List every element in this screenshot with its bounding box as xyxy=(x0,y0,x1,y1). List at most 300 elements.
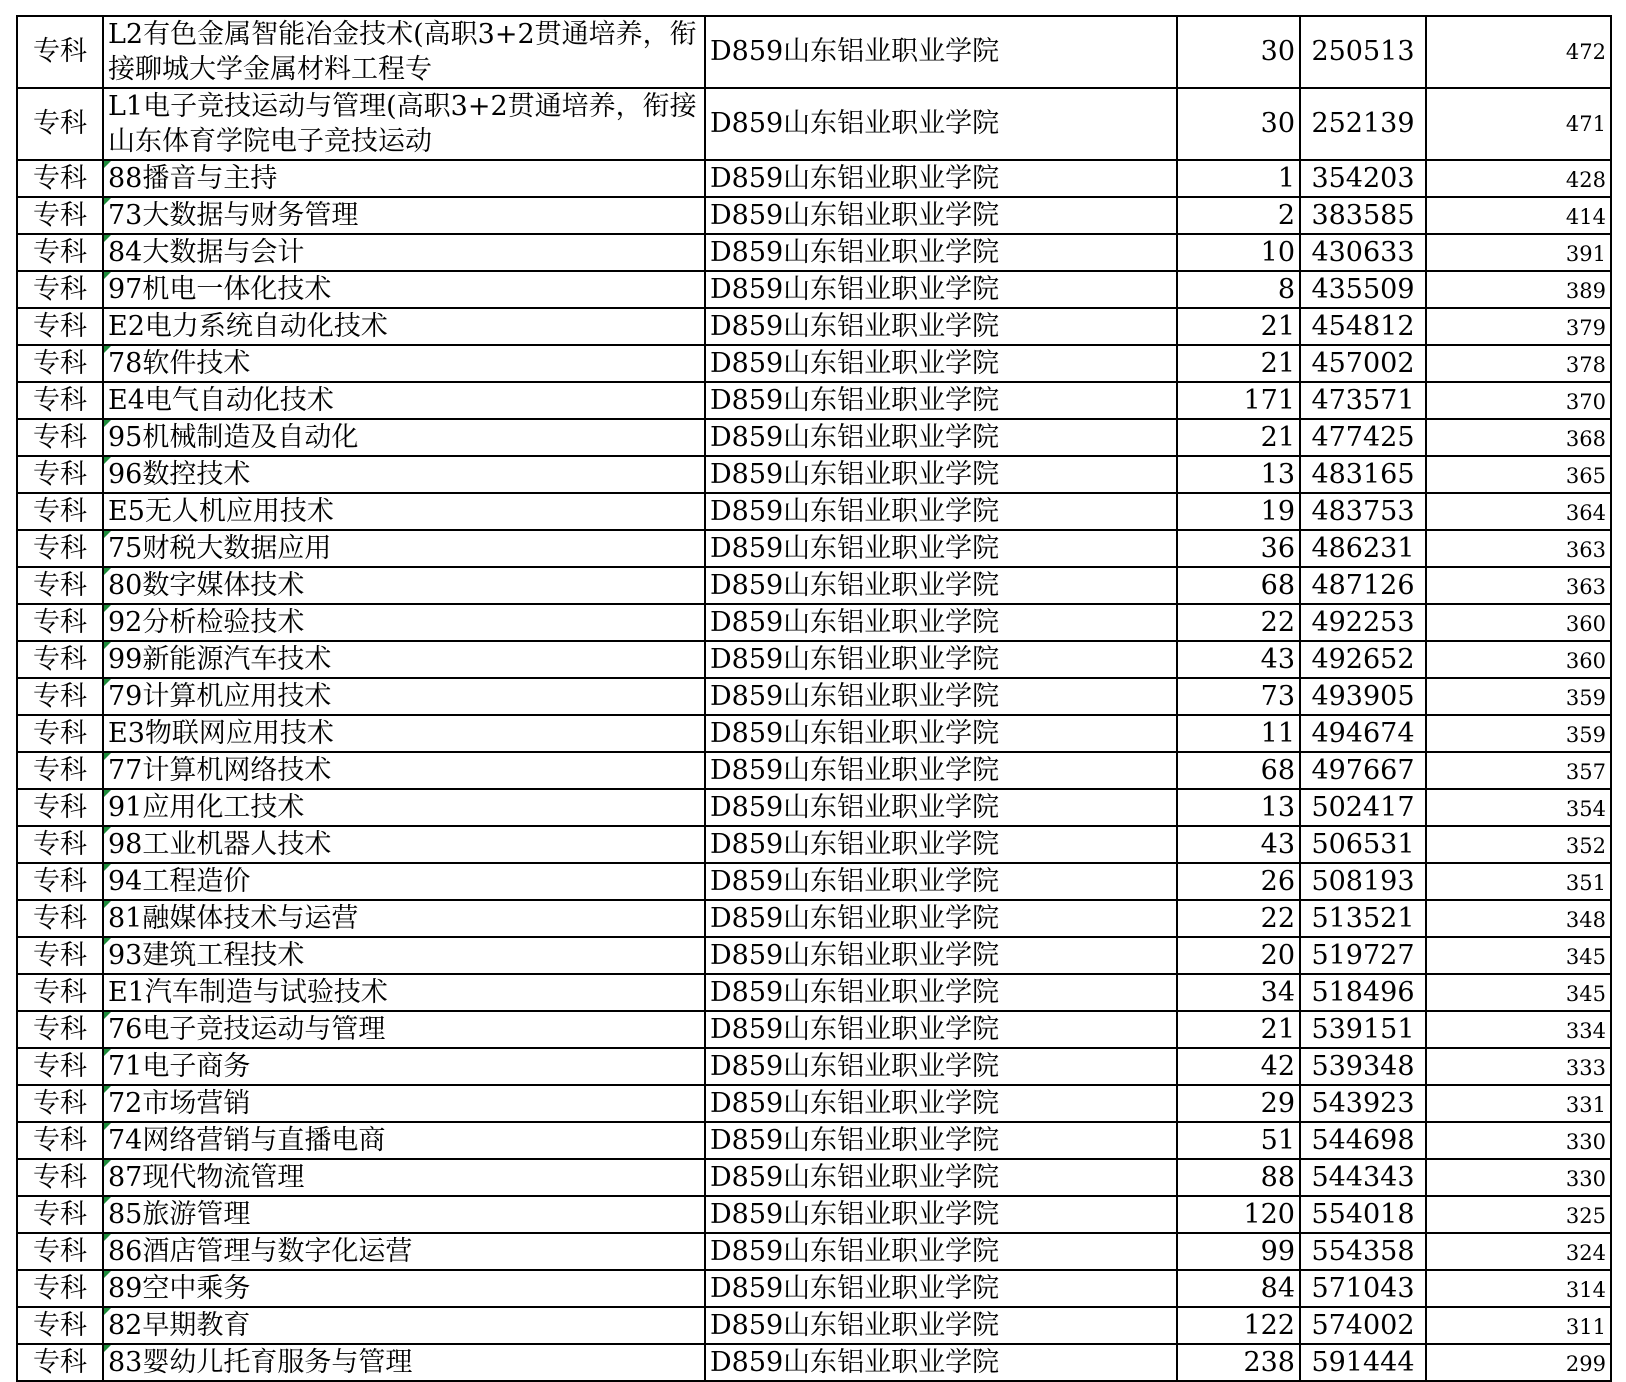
school-cell[interactable] xyxy=(705,456,1177,493)
min-score-cell[interactable] xyxy=(1426,456,1611,493)
comment-marker-icon xyxy=(104,753,111,760)
major-text: 88播音与主持 xyxy=(108,163,278,194)
level-text: 专科 xyxy=(33,1309,87,1341)
level-cell[interactable] xyxy=(17,1307,103,1344)
plan-count-text: 10 xyxy=(1260,236,1295,268)
rank-cell[interactable] xyxy=(1300,234,1426,271)
level-cell[interactable] xyxy=(17,752,103,789)
rank-cell[interactable] xyxy=(1300,1307,1426,1344)
plan-count-cell[interactable] xyxy=(1177,789,1300,826)
min-score-cell[interactable] xyxy=(1426,1270,1611,1307)
plan-count-cell[interactable] xyxy=(1177,197,1300,234)
min-score-cell[interactable] xyxy=(1426,1307,1611,1344)
rank-text: 492253 xyxy=(1311,606,1415,638)
level-cell[interactable] xyxy=(17,345,103,382)
level-cell[interactable] xyxy=(17,493,103,530)
major-text: 73大数据与财务管理 xyxy=(108,200,359,231)
min-score-cell[interactable] xyxy=(1426,604,1611,641)
table-row xyxy=(17,308,1611,345)
school-cell[interactable] xyxy=(705,308,1177,345)
level-cell[interactable] xyxy=(17,937,103,974)
major-cell[interactable] xyxy=(103,937,705,974)
table-row xyxy=(17,197,1611,234)
level-cell[interactable] xyxy=(17,419,103,456)
level-cell[interactable] xyxy=(17,308,103,345)
plan-count-cell[interactable] xyxy=(1177,382,1300,419)
school-text: D859山东铝业职业学院 xyxy=(710,1235,1000,1267)
school-text: D859山东铝业职业学院 xyxy=(710,1124,1000,1156)
level-cell[interactable] xyxy=(17,1011,103,1048)
rank-cell[interactable] xyxy=(1300,604,1426,641)
major-cell[interactable] xyxy=(103,604,705,641)
major-cell[interactable] xyxy=(103,456,705,493)
level-cell[interactable] xyxy=(17,1270,103,1307)
min-score-cell[interactable] xyxy=(1426,345,1611,382)
major-cell[interactable] xyxy=(103,530,705,567)
table-row xyxy=(17,715,1611,752)
rank-cell[interactable] xyxy=(1300,419,1426,456)
rank-cell[interactable] xyxy=(1300,752,1426,789)
rank-cell[interactable] xyxy=(1300,493,1426,530)
rank-cell[interactable] xyxy=(1300,1233,1426,1270)
min-score-cell[interactable] xyxy=(1426,641,1611,678)
plan-count-cell[interactable] xyxy=(1177,88,1300,160)
plan-count-cell[interactable] xyxy=(1177,715,1300,752)
level-text: 专科 xyxy=(33,1272,87,1304)
level-cell[interactable] xyxy=(17,16,103,88)
min-score-text: 345 xyxy=(1565,945,1606,969)
comment-marker-icon xyxy=(104,1012,111,1019)
major-cell[interactable] xyxy=(103,271,705,308)
level-cell[interactable] xyxy=(17,826,103,863)
comment-marker-icon xyxy=(104,1197,111,1204)
school-cell[interactable] xyxy=(705,345,1177,382)
comment-marker-icon xyxy=(104,827,111,834)
level-cell[interactable] xyxy=(17,88,103,160)
min-score-cell[interactable] xyxy=(1426,88,1611,160)
school-cell[interactable] xyxy=(705,1270,1177,1307)
school-cell[interactable] xyxy=(705,789,1177,826)
plan-count-cell[interactable] xyxy=(1177,16,1300,88)
level-cell[interactable] xyxy=(17,1122,103,1159)
plan-count-text: 20 xyxy=(1260,939,1295,971)
school-text: D859山东铝业职业学院 xyxy=(710,1346,1000,1378)
level-text: 专科 xyxy=(33,680,87,712)
min-score-cell[interactable] xyxy=(1426,1085,1611,1122)
rank-cell[interactable] xyxy=(1300,567,1426,604)
min-score-cell[interactable] xyxy=(1426,752,1611,789)
plan-count-cell[interactable] xyxy=(1177,567,1300,604)
major-cell[interactable] xyxy=(103,1196,705,1233)
rank-cell[interactable] xyxy=(1300,974,1426,1011)
plan-count-cell[interactable] xyxy=(1177,419,1300,456)
plan-count-cell[interactable] xyxy=(1177,1159,1300,1196)
major-text: L1电子竞技运动与管理(高职3+2贯通培养，衔接山东体育学院电子竞技运动 xyxy=(108,91,697,157)
school-text: D859山东铝业职业学院 xyxy=(710,717,1000,749)
plan-count-cell[interactable] xyxy=(1177,974,1300,1011)
table-row xyxy=(17,271,1611,308)
min-score-cell[interactable] xyxy=(1426,715,1611,752)
major-cell[interactable] xyxy=(103,345,705,382)
rank-cell[interactable] xyxy=(1300,1270,1426,1307)
table-row xyxy=(17,641,1611,678)
min-score-cell[interactable] xyxy=(1426,234,1611,271)
plan-count-text: 13 xyxy=(1260,458,1295,490)
level-text: 专科 xyxy=(33,495,87,527)
plan-count-text: 8 xyxy=(1277,273,1295,305)
level-cell[interactable] xyxy=(17,271,103,308)
level-text: 专科 xyxy=(33,310,87,342)
major-cell[interactable] xyxy=(103,234,705,271)
comment-marker-icon xyxy=(104,1049,111,1056)
level-cell[interactable] xyxy=(17,1233,103,1270)
level-cell[interactable] xyxy=(17,641,103,678)
major-cell[interactable] xyxy=(103,308,705,345)
level-text: 专科 xyxy=(33,569,87,601)
plan-count-cell[interactable] xyxy=(1177,826,1300,863)
rank-cell[interactable] xyxy=(1300,271,1426,308)
rank-text: 554358 xyxy=(1311,1235,1415,1267)
min-score-cell[interactable] xyxy=(1426,789,1611,826)
min-score-cell[interactable] xyxy=(1426,1159,1611,1196)
plan-count-cell[interactable] xyxy=(1177,234,1300,271)
school-cell[interactable] xyxy=(705,937,1177,974)
rank-cell[interactable] xyxy=(1300,16,1426,88)
plan-count-cell[interactable] xyxy=(1177,863,1300,900)
min-score-cell[interactable] xyxy=(1426,197,1611,234)
major-cell[interactable] xyxy=(103,197,705,234)
level-cell[interactable] xyxy=(17,197,103,234)
comment-marker-icon xyxy=(104,1160,111,1167)
school-cell[interactable] xyxy=(705,1159,1177,1196)
min-score-text: 428 xyxy=(1565,168,1606,192)
level-text: 专科 xyxy=(33,1161,87,1193)
rank-cell[interactable] xyxy=(1300,345,1426,382)
min-score-cell[interactable] xyxy=(1426,1233,1611,1270)
level-cell[interactable] xyxy=(17,678,103,715)
major-cell[interactable] xyxy=(103,789,705,826)
level-cell[interactable] xyxy=(17,530,103,567)
table-row xyxy=(17,530,1611,567)
min-score-text: 348 xyxy=(1565,908,1606,932)
major-cell[interactable] xyxy=(103,160,705,197)
level-text: 专科 xyxy=(33,1198,87,1230)
plan-count-text: 21 xyxy=(1260,310,1295,342)
major-cell[interactable] xyxy=(103,16,705,88)
rank-cell[interactable] xyxy=(1300,530,1426,567)
min-score-cell[interactable] xyxy=(1426,974,1611,1011)
major-cell[interactable] xyxy=(103,1159,705,1196)
school-cell[interactable] xyxy=(705,1344,1177,1381)
school-cell[interactable] xyxy=(705,974,1177,1011)
level-cell[interactable] xyxy=(17,789,103,826)
plan-count-cell[interactable] xyxy=(1177,530,1300,567)
plan-count-cell[interactable] xyxy=(1177,1270,1300,1307)
school-cell[interactable] xyxy=(705,752,1177,789)
major-cell[interactable] xyxy=(103,974,705,1011)
school-text: D859山东铝业职业学院 xyxy=(710,108,1000,139)
min-score-cell[interactable] xyxy=(1426,530,1611,567)
major-cell[interactable] xyxy=(103,752,705,789)
rank-cell[interactable] xyxy=(1300,937,1426,974)
min-score-cell[interactable] xyxy=(1426,16,1611,88)
level-cell[interactable] xyxy=(17,900,103,937)
min-score-cell[interactable] xyxy=(1426,271,1611,308)
school-cell[interactable] xyxy=(705,197,1177,234)
rank-text: 383585 xyxy=(1311,199,1415,231)
min-score-cell[interactable] xyxy=(1426,160,1611,197)
level-cell[interactable] xyxy=(17,234,103,271)
rank-cell[interactable] xyxy=(1300,382,1426,419)
rank-cell[interactable] xyxy=(1300,160,1426,197)
rank-cell[interactable] xyxy=(1300,1344,1426,1381)
level-cell[interactable] xyxy=(17,715,103,752)
rank-cell[interactable] xyxy=(1300,1048,1426,1085)
level-cell[interactable] xyxy=(17,382,103,419)
school-cell[interactable] xyxy=(705,641,1177,678)
school-text: D859山东铝业职业学院 xyxy=(710,199,1000,231)
school-cell[interactable] xyxy=(705,715,1177,752)
rank-cell[interactable] xyxy=(1300,1122,1426,1159)
min-score-cell[interactable] xyxy=(1426,493,1611,530)
level-cell[interactable] xyxy=(17,863,103,900)
school-cell[interactable] xyxy=(705,271,1177,308)
major-cell[interactable] xyxy=(103,826,705,863)
rank-text: 483753 xyxy=(1311,495,1415,527)
rank-cell[interactable] xyxy=(1300,789,1426,826)
min-score-cell[interactable] xyxy=(1426,1048,1611,1085)
table-row xyxy=(17,1270,1611,1307)
rank-cell[interactable] xyxy=(1300,678,1426,715)
level-text: 专科 xyxy=(33,36,87,67)
level-cell[interactable] xyxy=(17,1196,103,1233)
plan-count-cell[interactable] xyxy=(1177,1048,1300,1085)
school-cell[interactable] xyxy=(705,88,1177,160)
major-text: 98工业机器人技术 xyxy=(108,829,332,860)
min-score-cell[interactable] xyxy=(1426,900,1611,937)
major-text: E2电力系统自动化技术 xyxy=(108,311,388,342)
major-cell[interactable] xyxy=(103,641,705,678)
major-cell[interactable] xyxy=(103,382,705,419)
rank-cell[interactable] xyxy=(1300,641,1426,678)
level-cell[interactable] xyxy=(17,1159,103,1196)
major-cell[interactable] xyxy=(103,1085,705,1122)
plan-count-cell[interactable] xyxy=(1177,1085,1300,1122)
plan-count-text: 51 xyxy=(1260,1124,1295,1156)
admission-score-table xyxy=(16,15,1612,1382)
plan-count-cell[interactable] xyxy=(1177,1196,1300,1233)
table-row xyxy=(17,1048,1611,1085)
comment-marker-icon xyxy=(104,1271,111,1278)
min-score-cell[interactable] xyxy=(1426,863,1611,900)
plan-count-cell[interactable] xyxy=(1177,1122,1300,1159)
comment-marker-icon xyxy=(104,161,111,168)
rank-cell[interactable] xyxy=(1300,308,1426,345)
rank-cell[interactable] xyxy=(1300,88,1426,160)
plan-count-cell[interactable] xyxy=(1177,752,1300,789)
level-cell[interactable] xyxy=(17,567,103,604)
comment-marker-icon xyxy=(104,864,111,871)
rank-text: 477425 xyxy=(1311,421,1415,453)
min-score-text: 324 xyxy=(1565,1241,1606,1265)
major-cell[interactable] xyxy=(103,900,705,937)
table-row xyxy=(17,160,1611,197)
level-cell[interactable] xyxy=(17,1344,103,1381)
rank-cell[interactable] xyxy=(1300,456,1426,493)
rank-text: 435509 xyxy=(1311,273,1415,305)
table-row xyxy=(17,1196,1611,1233)
major-text: 87现代物流管理 xyxy=(108,1162,305,1193)
plan-count-cell[interactable] xyxy=(1177,1011,1300,1048)
rank-cell[interactable] xyxy=(1300,715,1426,752)
major-text: 79计算机应用技术 xyxy=(108,681,332,712)
major-cell[interactable] xyxy=(103,678,705,715)
rank-cell[interactable] xyxy=(1300,1159,1426,1196)
major-cell[interactable] xyxy=(103,1233,705,1270)
min-score-text: 414 xyxy=(1565,205,1606,229)
min-score-cell[interactable] xyxy=(1426,826,1611,863)
school-cell[interactable] xyxy=(705,604,1177,641)
rank-cell[interactable] xyxy=(1300,900,1426,937)
level-text: 专科 xyxy=(33,1124,87,1156)
min-score-cell[interactable] xyxy=(1426,419,1611,456)
major-cell[interactable] xyxy=(103,1122,705,1159)
school-cell[interactable] xyxy=(705,1122,1177,1159)
plan-count-text: 99 xyxy=(1260,1235,1295,1267)
plan-count-cell[interactable] xyxy=(1177,1344,1300,1381)
major-text: 71电子商务 xyxy=(108,1051,251,1082)
school-cell[interactable] xyxy=(705,863,1177,900)
major-cell[interactable] xyxy=(103,1011,705,1048)
level-text: 专科 xyxy=(33,384,87,416)
level-cell[interactable] xyxy=(17,604,103,641)
min-score-cell[interactable] xyxy=(1426,1196,1611,1233)
major-cell[interactable] xyxy=(103,1307,705,1344)
major-cell[interactable] xyxy=(103,567,705,604)
school-cell[interactable] xyxy=(705,16,1177,88)
major-cell[interactable] xyxy=(103,493,705,530)
major-cell[interactable] xyxy=(103,88,705,160)
plan-count-cell[interactable] xyxy=(1177,456,1300,493)
major-cell[interactable] xyxy=(103,419,705,456)
rank-text: 554018 xyxy=(1311,1198,1415,1230)
min-score-cell[interactable] xyxy=(1426,678,1611,715)
school-cell[interactable] xyxy=(705,1196,1177,1233)
school-cell[interactable] xyxy=(705,382,1177,419)
min-score-cell[interactable] xyxy=(1426,1122,1611,1159)
school-cell[interactable] xyxy=(705,1307,1177,1344)
major-cell[interactable] xyxy=(103,1270,705,1307)
min-score-cell[interactable] xyxy=(1426,567,1611,604)
level-cell[interactable] xyxy=(17,160,103,197)
level-cell[interactable] xyxy=(17,456,103,493)
school-cell[interactable] xyxy=(705,1011,1177,1048)
school-cell[interactable] xyxy=(705,419,1177,456)
major-cell[interactable] xyxy=(103,1048,705,1085)
plan-count-cell[interactable] xyxy=(1177,308,1300,345)
school-cell[interactable] xyxy=(705,900,1177,937)
school-cell[interactable] xyxy=(705,234,1177,271)
level-text: 专科 xyxy=(33,1087,87,1119)
plan-count-cell[interactable] xyxy=(1177,1233,1300,1270)
plan-count-text: 22 xyxy=(1260,902,1295,934)
rank-cell[interactable] xyxy=(1300,1196,1426,1233)
plan-count-cell[interactable] xyxy=(1177,160,1300,197)
min-score-cell[interactable] xyxy=(1426,382,1611,419)
comment-marker-icon xyxy=(104,531,111,538)
major-cell[interactable] xyxy=(103,863,705,900)
school-cell[interactable] xyxy=(705,678,1177,715)
plan-count-cell[interactable] xyxy=(1177,900,1300,937)
plan-count-text: 22 xyxy=(1260,606,1295,638)
min-score-cell[interactable] xyxy=(1426,1011,1611,1048)
min-score-text: 359 xyxy=(1565,686,1606,710)
rank-cell[interactable] xyxy=(1300,197,1426,234)
min-score-cell[interactable] xyxy=(1426,937,1611,974)
rank-text: 591444 xyxy=(1311,1346,1415,1378)
plan-count-cell[interactable] xyxy=(1177,271,1300,308)
school-cell[interactable] xyxy=(705,1085,1177,1122)
major-text: 76电子竞技运动与管理 xyxy=(108,1014,386,1045)
major-text: E3物联网应用技术 xyxy=(108,718,334,749)
plan-count-cell[interactable] xyxy=(1177,641,1300,678)
min-score-cell[interactable] xyxy=(1426,1344,1611,1381)
comment-marker-icon xyxy=(104,901,111,908)
level-text: 专科 xyxy=(33,108,87,139)
school-text: D859山东铝业职业学院 xyxy=(710,1087,1000,1119)
major-cell[interactable] xyxy=(103,715,705,752)
school-cell[interactable] xyxy=(705,493,1177,530)
min-score-text: 330 xyxy=(1565,1167,1606,1191)
level-cell[interactable] xyxy=(17,1085,103,1122)
rank-cell[interactable] xyxy=(1300,1011,1426,1048)
level-cell[interactable] xyxy=(17,1048,103,1085)
school-cell[interactable] xyxy=(705,1048,1177,1085)
table-row xyxy=(17,937,1611,974)
comment-marker-icon xyxy=(104,679,111,686)
table-row xyxy=(17,1011,1611,1048)
level-text: 专科 xyxy=(33,754,87,786)
plan-count-text: 26 xyxy=(1260,865,1295,897)
plan-count-cell[interactable] xyxy=(1177,1307,1300,1344)
min-score-cell[interactable] xyxy=(1426,308,1611,345)
level-text: 专科 xyxy=(33,1013,87,1045)
school-cell[interactable] xyxy=(705,826,1177,863)
level-cell[interactable] xyxy=(17,974,103,1011)
rank-cell[interactable] xyxy=(1300,826,1426,863)
school-text: D859山东铝业职业学院 xyxy=(710,347,1000,379)
rank-text: 571043 xyxy=(1311,1272,1415,1304)
comment-marker-icon xyxy=(104,198,111,205)
school-cell[interactable] xyxy=(705,530,1177,567)
school-cell[interactable] xyxy=(705,567,1177,604)
major-text: 94工程造价 xyxy=(108,866,251,897)
rank-cell[interactable] xyxy=(1300,863,1426,900)
min-score-text: 389 xyxy=(1565,279,1606,303)
plan-count-cell[interactable] xyxy=(1177,937,1300,974)
plan-count-cell[interactable] xyxy=(1177,493,1300,530)
school-text: D859山东铝业职业学院 xyxy=(710,1013,1000,1045)
plan-count-text: 2 xyxy=(1277,199,1295,231)
major-cell[interactable] xyxy=(103,1344,705,1381)
school-cell[interactable] xyxy=(705,1233,1177,1270)
school-cell[interactable] xyxy=(705,160,1177,197)
plan-count-cell[interactable] xyxy=(1177,345,1300,382)
plan-count-cell[interactable] xyxy=(1177,604,1300,641)
rank-cell[interactable] xyxy=(1300,1085,1426,1122)
plan-count-cell[interactable] xyxy=(1177,678,1300,715)
comment-marker-icon xyxy=(104,1234,111,1241)
